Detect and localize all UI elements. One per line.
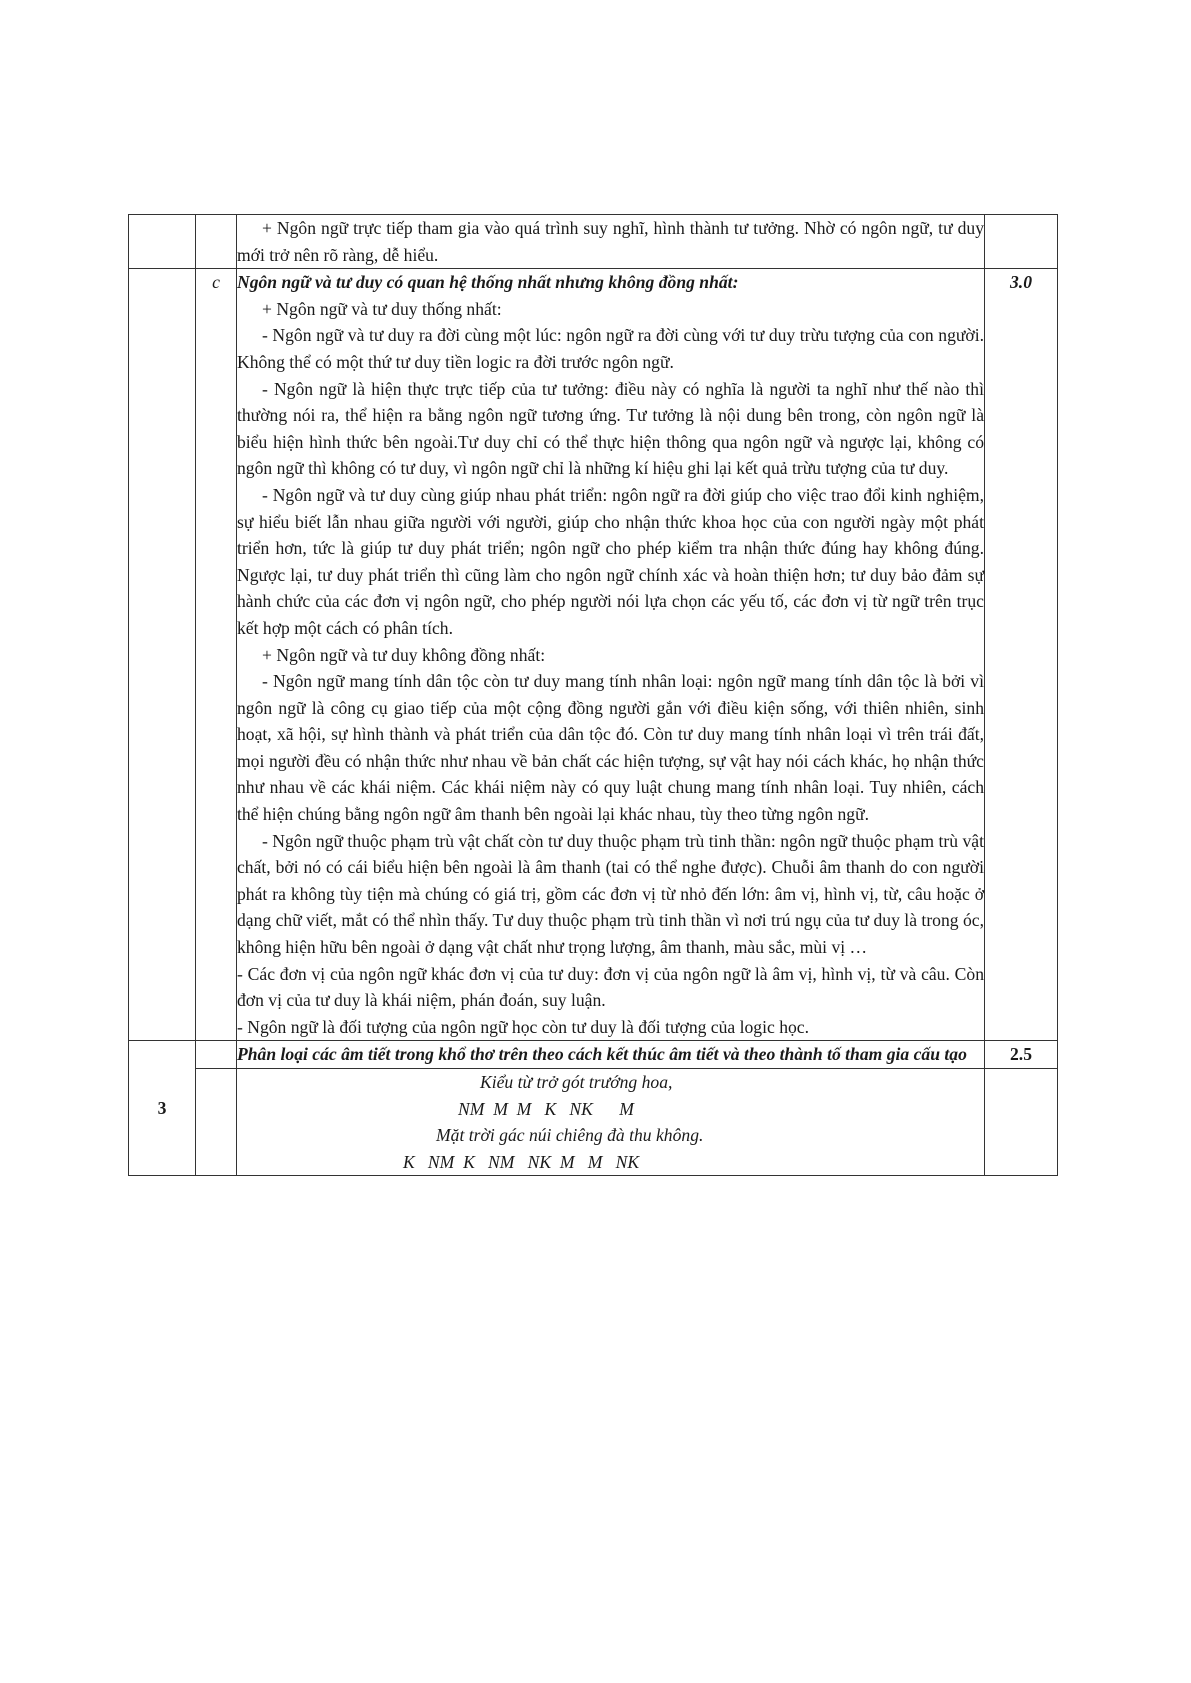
section-heading: Phân loại các âm tiết trong khổ thơ trên theo cách kết thúc âm tiết và theo thành tố tham gia cấu tạo <box>237 1044 967 1065</box>
poem-line: Kiểu từ trở gót trướng hoa, <box>480 1072 673 1092</box>
paragraph: - Các đơn vị của ngôn ngữ khác đơn vị của tư duy: đơn vị của ngôn ngữ là âm vị, hình vị, từ và câu. Còn đơn vị của tư duy là khái niệm, phán đoán, suy luận. <box>237 963 984 1011</box>
content-cell <box>237 215 985 269</box>
paragraph: + Ngôn ngữ trực tiếp tham gia vào quá trình suy nghĩ, hình thành tư tưởng. Nhờ có ngôn ngữ, tư duy mới trở nên rõ ràng, dễ hiểu. <box>237 218 984 265</box>
sub-label-cell <box>196 215 237 269</box>
paragraph: - Ngôn ngữ là hiện thực trực tiếp của tư tưởng: điều này có nghĩa là người ta nghĩ như thế nào thì thường nói ra, thể hiện ra bằng ngôn ngữ tương ứng. Tư tưởng là nội dung bên trong, còn ngôn ngữ là biểu hiện hình thức bên ngoài.Tư duy chỉ có thể thực hiện thông qua ngôn ngữ và ngược lại, không có ngôn ngữ thì không có tư duy, vì ngôn ngữ chỉ là những kí hiệu ghi lại kết quả trừu tượng của tư duy. <box>237 378 984 479</box>
question-number-cell <box>129 269 196 1041</box>
score-cell <box>985 215 1058 269</box>
paragraph: - Ngôn ngữ thuộc phạm trù vật chất còn tư duy thuộc phạm trù tinh thần: ngôn ngữ thuộc phạm trù vật chất, bởi nó có cái biểu hiện bên ngoài là âm thanh (tai có thể nghe được). Chuỗi âm thanh do con người phát ra không tùy tiện mà chúng có giá trị, gồm các đơn vị từ nhỏ đến lớn: âm vị, hình vị, từ, câu hoặc ở dạng chữ viết, mắt có thể nhìn thấy. Tư duy thuộc phạm trù tinh thần vì nơi trú ngụ của tư duy là trong óc, không hiện hữu bên ngoài ở dạng vật chất như trọng lượng, âm thanh, màu sắc, mùi vị … <box>237 830 984 958</box>
answer-table <box>128 214 1058 1176</box>
sub-label-cell <box>196 1069 237 1176</box>
syllable-codes: K NM K NM NK M M NK <box>403 1151 640 1172</box>
sub-label-cell: c <box>196 269 237 1041</box>
table-row <box>129 215 1058 269</box>
score-cell: 2.5 <box>985 1041 1058 1069</box>
paragraph: - Ngôn ngữ là đối tượng của ngôn ngữ học còn tư duy là đối tượng của logic học. <box>237 1016 810 1037</box>
score-cell <box>985 1069 1058 1176</box>
paragraph: - Ngôn ngữ mang tính dân tộc còn tư duy mang tính nhân loại: ngôn ngữ mang tính dân tộc là bởi vì ngôn ngữ là công cụ giao tiếp của một cộng đồng người gắn với điều kiện sống, với thiên nhiên, sinh hoạt, xã hội, sự hình thành và phát triển của dân tộc đó. Còn tư duy mang tính nhân loại vì trên trái đất, mọi người đều có nhận thức như nhau về bản chất các hiện tượng, sự vật hay nói cách khác, họ nhận thức như nhau về các khái niệm. Các khái niệm này có quy luật chung mang tính nhân loại. Tuy nhiên, cách thể hiện chúng bằng ngôn ngữ âm thanh bên ngoài lại khác nhau, tùy theo từng ngôn ngữ. <box>237 671 984 825</box>
syllable-codes: NM M M K NK M <box>458 1098 634 1119</box>
question-number-cell <box>129 215 196 269</box>
table-row <box>129 1069 1058 1176</box>
paragraph: + Ngôn ngữ và tư duy không đồng nhất: <box>262 644 546 665</box>
poem-line: Mặt trời gác núi chiêng đà thu không. <box>436 1125 704 1146</box>
score-cell: 3.0 <box>985 269 1058 1041</box>
question-number-cell: 3 <box>129 1041 196 1176</box>
sub-label-cell <box>196 1041 237 1069</box>
paragraph: - Ngôn ngữ và tư duy cùng giúp nhau phát triển: ngôn ngữ ra đời giúp cho việc trao đổi kinh nghiệm, sự hiểu biết lẫn nhau giữa người với người, giúp cho nhận thức khoa học của con người ngày một phát triển hơn, tức là giúp tư duy phát triển; ngôn ngữ cho phép kiểm tra nhận thức đúng hay không đúng. Ngược lại, tư duy phát triển thì cũng làm cho ngôn ngữ chính xác và hoàn thiện hơn; tư duy bảo đảm sự hành chức của các đơn vị ngôn ngữ, cho phép người nói lựa chọn các yếu tố, các đơn vị từ ngữ trên trục kết hợp một cách có phân tích. <box>237 484 984 638</box>
table-row <box>129 269 1058 1041</box>
section-heading: Ngôn ngữ và tư duy có quan hệ thống nhất nhưng không đồng nhất: <box>237 272 739 293</box>
content-cell <box>237 269 985 1041</box>
table-row <box>129 1041 1058 1069</box>
content-cell <box>237 1041 985 1069</box>
paragraph: + Ngôn ngữ và tư duy thống nhất: <box>262 298 502 319</box>
paragraph: - Ngôn ngữ và tư duy ra đời cùng một lúc: ngôn ngữ ra đời cùng với tư duy trừu tượng của con người. Không thể có một thứ tư duy tiền logic ra đời trước ngôn ngữ. <box>237 325 984 372</box>
poem-cell <box>237 1069 985 1176</box>
